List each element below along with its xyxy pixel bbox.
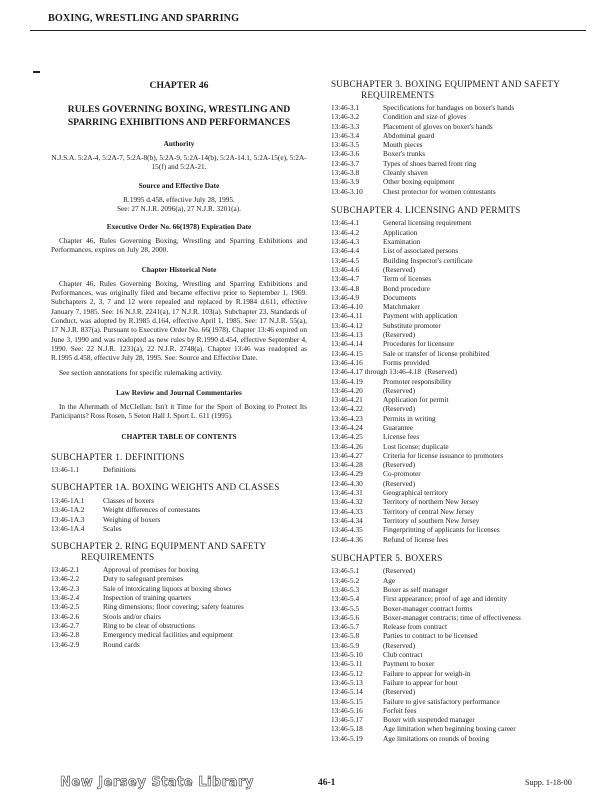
section-title: Age xyxy=(383,575,396,585)
toc-entry xyxy=(51,505,307,514)
section-number: 13:46-4.27 xyxy=(331,450,363,460)
section-number: 13:46-3.6 xyxy=(331,149,360,159)
section-title: Chest protector for women contestants xyxy=(383,186,496,196)
toc-entry xyxy=(331,237,589,246)
source-line: R.1995 d.458, effective July 28, 1995. xyxy=(123,194,235,204)
toc-entry xyxy=(331,604,589,613)
section-number: 13:46-3.9 xyxy=(331,177,360,187)
right-column xyxy=(331,79,589,743)
toc-entry xyxy=(331,613,589,622)
subchapter-1-list xyxy=(51,465,307,474)
subchapter-2-title-line1: SUBCHAPTER 2. RING EQUIPMENT AND SAFETY xyxy=(51,541,267,552)
toc-entry xyxy=(331,414,589,423)
section-title: Substitute promoter xyxy=(383,320,441,330)
toc-entry xyxy=(331,423,589,432)
section-title: Refund of license fees xyxy=(383,534,449,544)
section-number: 13:46-1.1 xyxy=(51,465,80,475)
historical-note-text: Chapter 46, Rules Governing Boxing, Wrestling and Sparring Exhibitions and Performances, was originally filed and became effective prior to September 1, 1969. Subchapters 2, 3, 7 and 12 were repealed and replaced by R.1984 d.611, effective January 7, 1985. See: 16 N.J.R. 2241(a), 17 N.J.R. 103(a). Subchapter 23, Standards of Conduct, was adopted by R.1985 d.164, effective April 1, 1985. See: 17 N.J.R. 55(a), 17 N.J.R. 837(a). Pursuant to Executive Order No. 66(1978), Chapter 13:46 expired on June 3, 1990 and was readopted as new rules by R.1990 d.454, effective September 4, 1990. See: 22 N.J.R. 1231(a), 22 N.J.R. 2748(a). Chapter 13:46 was readopted as R.1995 d.458, effective July 28, 1995. See: Source and Effective Date. xyxy=(51,278,307,363)
section-number: 13:46-4.33 xyxy=(331,506,363,516)
section-number: 13:46-4.4 xyxy=(331,246,360,256)
section-title: Boxer's trunks xyxy=(383,149,426,159)
section-title: Boxer as self manager xyxy=(383,584,449,594)
subchapter-5-list xyxy=(331,566,589,743)
section-title: Territory of central New Jersey xyxy=(383,506,475,516)
toc-entry xyxy=(51,524,307,533)
section-title: Co-promoter xyxy=(383,469,421,479)
section-number: 13:46-1A.2 xyxy=(51,505,85,515)
section-number: 13:46-1A.4 xyxy=(51,523,85,533)
subchapter-3-title xyxy=(331,79,589,100)
section-number: 13:46-4.24 xyxy=(331,423,363,432)
section-number: 13:46-5.11 xyxy=(331,659,363,669)
section-number: 13:46-4.21 xyxy=(331,395,363,405)
toc-entry xyxy=(331,442,589,451)
section-number: 13:46-4.12 xyxy=(331,320,363,330)
subchapter-4-list xyxy=(331,218,589,543)
section-title: Emergency medical facilities and equipment xyxy=(103,630,233,640)
section-title: Inspection of training quarters xyxy=(103,593,192,603)
section-title: Release from contract xyxy=(383,622,448,632)
toc-entry xyxy=(331,641,589,650)
section-title: Failure to appear for bout xyxy=(383,677,458,687)
section-title: Weighing of boxers xyxy=(103,514,161,524)
section-title: Failure to give satisfactory performance xyxy=(383,696,500,706)
authority-heading: Authority xyxy=(163,139,195,148)
toc-entry xyxy=(331,159,589,168)
section-title: Boxer-manager contracts; time of effectiveness xyxy=(383,612,521,622)
section-title: Ring to be clear of obstructions xyxy=(103,620,195,630)
toc-entry xyxy=(331,576,589,585)
section-number: 13:46-5.3 xyxy=(331,584,360,594)
section-title: Round cards xyxy=(103,639,140,649)
header-rule xyxy=(30,30,586,31)
section-title: Boxer with suspended manager xyxy=(383,715,475,725)
toc-entry xyxy=(331,566,589,575)
section-title: Term of licenses xyxy=(383,274,432,284)
section-title: Territory of northern New Jersey xyxy=(383,497,479,507)
toc-entry xyxy=(331,149,589,158)
section-title: Approval of premises for boxing xyxy=(103,565,199,575)
section-number: 13:46-4.35 xyxy=(331,525,363,535)
section-title: Territory of southern New Jersey xyxy=(383,515,480,525)
section-number: 13:46-3.5 xyxy=(331,140,360,150)
section-number: 13:46-5.12 xyxy=(331,668,363,678)
section-number: 13:46-4.8 xyxy=(331,283,360,293)
toc-entry xyxy=(331,678,589,687)
section-title: List of associated persons xyxy=(383,246,459,256)
toc-entry xyxy=(331,516,589,525)
toc-entry xyxy=(331,631,589,640)
section-number: 13:46-2.6 xyxy=(51,611,80,621)
section-number: 13:46-4.11 xyxy=(331,311,363,321)
section-title: Payment with application xyxy=(383,311,458,321)
toc-entry xyxy=(331,525,589,534)
subchapter-5-title: SUBCHAPTER 5. BOXERS xyxy=(331,552,443,563)
section-title: Lost license; duplicate xyxy=(383,441,449,451)
toc-entry xyxy=(331,274,589,283)
subchapter-2-list xyxy=(51,565,307,649)
section-title: Duty to safeguard premises xyxy=(103,574,184,584)
section-title: (Reserved) xyxy=(383,385,416,395)
toc-entry xyxy=(331,386,589,395)
section-number: 13:46-4.22 xyxy=(331,404,363,414)
toc-entry xyxy=(331,168,589,177)
section-title: Geographical territory xyxy=(383,488,449,498)
section-title: (Reserved) xyxy=(383,404,416,414)
toc-entry xyxy=(51,630,307,639)
section-title: (Reserved) xyxy=(383,687,416,697)
toc-entry xyxy=(331,177,589,186)
section-title: Building Inspector's certificate xyxy=(383,255,473,265)
toc-entry xyxy=(331,697,589,706)
section-title: License fees xyxy=(383,432,420,442)
toc-entry xyxy=(51,584,307,593)
subchapter-2-title xyxy=(51,541,307,562)
section-title: Procedures for licensure xyxy=(383,339,454,349)
subchapter-1-title: SUBCHAPTER 1. DEFINITIONS xyxy=(51,451,185,462)
toc-entry xyxy=(331,246,589,255)
section-number: 13:46-5.7 xyxy=(331,622,360,632)
toc-entry xyxy=(331,349,589,358)
section-number: 13:46-5.14 xyxy=(331,687,363,697)
section-title: (Reserved) xyxy=(383,460,416,470)
toc-entry xyxy=(331,585,589,594)
toc-entry xyxy=(51,574,307,583)
toc-entry xyxy=(51,593,307,602)
section-title: Examination xyxy=(383,237,421,247)
section-number: 13:46-4.20 xyxy=(331,385,363,395)
section-title: (Reserved) xyxy=(425,367,458,377)
section-number: 13:46-5.4 xyxy=(331,594,360,604)
section-number: 13:46-4.1 xyxy=(331,218,360,228)
section-number: 13:46-4.6 xyxy=(331,264,360,274)
toc-entry xyxy=(331,218,589,227)
section-number: 13:46-4.13 xyxy=(331,330,363,340)
left-column xyxy=(51,80,307,649)
toc-entry xyxy=(51,465,307,474)
section-number: 13:46-4.23 xyxy=(331,413,363,423)
section-title: Promoter responsibility xyxy=(383,376,452,386)
historical-note-heading: Chapter Historical Note xyxy=(141,264,217,274)
margin-mark xyxy=(33,71,40,73)
section-title: Bond procedure xyxy=(383,283,430,293)
section-title: Mouth pieces xyxy=(383,140,423,150)
section-number: 13:46-2.1 xyxy=(51,565,80,575)
toc-entry xyxy=(331,302,589,311)
section-title: (Reserved) xyxy=(383,330,416,340)
section-number: 13:46-2.3 xyxy=(51,583,80,593)
toc-entry xyxy=(331,187,589,196)
source-line: See: 27 N.J.R. 2096(a), 27 N.J.R. 3201(a). xyxy=(116,203,242,213)
toc-entry xyxy=(331,460,589,469)
toc-entry xyxy=(331,488,589,497)
section-number: 13:46-3.4 xyxy=(331,130,360,140)
toc-heading: CHAPTER TABLE OF CONTENTS xyxy=(121,432,237,442)
toc-entry xyxy=(331,131,589,140)
section-number: 13:46-2.8 xyxy=(51,630,80,640)
toc-entry xyxy=(331,706,589,715)
toc-entry xyxy=(331,535,589,544)
section-title: Cleanly shaven xyxy=(383,168,428,178)
section-number: 13:46-5.18 xyxy=(331,724,363,734)
section-number: 13:46-4.26 xyxy=(331,441,363,451)
section-title: Criteria for license issuance to promoters xyxy=(383,450,504,460)
section-number: 13:46-3.8 xyxy=(331,168,360,178)
section-number: 13:46-4.10 xyxy=(331,302,363,312)
section-number: 13:46-2.4 xyxy=(51,593,80,603)
section-number: 13:46-4.32 xyxy=(331,497,363,507)
section-title: Types of shoes barred from ring xyxy=(383,158,477,168)
toc-entry xyxy=(51,640,307,649)
law-review-text: In the Aftermath of McClellan: Isn't it Time for the Sport of Boxing to Protect Its Participants? Ross Rosen, 5 Seton Hall J. Sport L. 611 (1995). xyxy=(51,401,307,421)
section-number: 13:46-4.15 xyxy=(331,348,363,358)
toc-entry xyxy=(331,715,589,724)
section-number: 13:46-5.17 xyxy=(331,715,363,725)
section-number: 13:46-1A.3 xyxy=(51,514,85,524)
toc-entry xyxy=(331,103,589,112)
section-title: (Reserved) xyxy=(383,264,416,274)
section-title: (Reserved) xyxy=(383,640,416,650)
toc-entry xyxy=(331,140,589,149)
section-title: Classes of boxers xyxy=(103,495,155,505)
section-number: 13:46-3.7 xyxy=(331,158,360,168)
section-title: Scales xyxy=(103,523,122,533)
toc-entry xyxy=(331,404,589,413)
toc-entry xyxy=(51,621,307,630)
toc-entry xyxy=(51,612,307,621)
section-number: 13:46-1A.1 xyxy=(51,495,85,505)
authority-text: N.J.S.A. 5:2A-4, 5:2A-7, 5:2A-8(b), 5:2A-9, 5:2A-14(b), 5:2A-14.1, 5:2A-15(e), 5:2A-15(f) and 5:2A-21. xyxy=(51,153,307,172)
subchapter-4-title: SUBCHAPTER 4. LICENSING AND PERMITS xyxy=(331,204,521,215)
section-number: 13:46-4.30 xyxy=(331,478,363,488)
section-title: Boxer-manager contract forms xyxy=(383,603,473,613)
section-number: 13:46-5.2 xyxy=(331,575,360,585)
section-number: 13:46-4.14 xyxy=(331,339,363,349)
toc-entry xyxy=(331,669,589,678)
source-text xyxy=(51,195,307,214)
toc-entry xyxy=(331,311,589,320)
toc-entry xyxy=(331,112,589,121)
section-number: 13:46-4.36 xyxy=(331,534,363,544)
toc-entry xyxy=(331,265,589,274)
section-title: Matchmaker xyxy=(383,302,420,312)
toc-entry xyxy=(331,330,589,339)
toc-entry xyxy=(331,594,589,603)
section-number: 13:46-4.17 through 13:46-4.18 xyxy=(331,367,421,377)
section-title: Age limitations on rounds of boxing xyxy=(383,733,490,743)
section-number: 13:46-4.34 xyxy=(331,515,363,525)
section-number: 13:46-2.9 xyxy=(51,639,80,649)
section-number: 13:46-4.7 xyxy=(331,274,360,284)
toc-entry xyxy=(331,724,589,733)
toc-entry xyxy=(331,479,589,488)
section-title: Forms provided xyxy=(383,357,430,367)
page-number: 46-1 xyxy=(318,778,336,788)
section-title: Parties to contract to be licensed xyxy=(383,631,478,641)
law-review-heading: Law Review and Journal Commentaries xyxy=(116,387,242,397)
section-number: 13:46-3.1 xyxy=(331,103,360,112)
toc-entry xyxy=(331,432,589,441)
toc-entry xyxy=(331,650,589,659)
section-number: 13:46-3.10 xyxy=(331,186,363,196)
section-number: 13:46-4.5 xyxy=(331,255,360,265)
section-title: Application xyxy=(383,227,418,237)
chapter-title: RULES GOVERNING BOXING, WRESTLING AND SPARRING EXHIBITIONS AND PERFORMANCES xyxy=(67,104,291,128)
toc-entry xyxy=(331,734,589,743)
section-title: Condition and size of gloves xyxy=(383,112,467,122)
section-number: 13:46-5.15 xyxy=(331,696,363,706)
section-number: 13:46-5.13 xyxy=(331,677,363,687)
section-title: Failure to appear for weigh-in xyxy=(383,668,471,678)
section-number: 13:46-4.28 xyxy=(331,460,363,470)
subchapter-1a-title: SUBCHAPTER 1A. BOXING WEIGHTS AND CLASSES xyxy=(51,482,280,493)
toc-entry xyxy=(51,496,307,505)
section-number: 13:46-4.25 xyxy=(331,432,363,442)
toc-entry xyxy=(331,469,589,478)
toc-entry xyxy=(331,339,589,348)
section-number: 13:46-5.6 xyxy=(331,612,360,622)
toc-entry xyxy=(51,602,307,611)
toc-entry xyxy=(331,321,589,330)
subchapter-1a-list xyxy=(51,496,307,533)
toc-entry xyxy=(331,395,589,404)
toc-entry xyxy=(331,284,589,293)
toc-entry xyxy=(331,358,589,367)
supplement-date: Supp. 1-18-00 xyxy=(525,778,572,787)
section-title: First appearance; proof of age and identity xyxy=(383,594,508,604)
library-stamp: New Jersey State Library xyxy=(60,775,254,790)
section-number: 13:46-4.19 xyxy=(331,376,363,386)
toc-entry xyxy=(331,228,589,237)
section-number: 13:46-4.16 xyxy=(331,357,363,367)
section-number: 13:46-5.10 xyxy=(331,650,363,660)
section-title: Documents xyxy=(383,292,417,302)
source-heading: Source and Effective Date xyxy=(138,180,220,190)
toc-entry xyxy=(331,256,589,265)
section-title: Ring dimensions; floor covering; safety features xyxy=(103,602,244,612)
section-title: Weight differences of contestants xyxy=(103,505,201,515)
section-title: Abdominal guard xyxy=(383,130,435,140)
chapter-number: CHAPTER 46 xyxy=(149,80,209,91)
section-title: Payment to boxer xyxy=(383,659,435,669)
running-head: BOXING, WRESTLING AND SPARRING xyxy=(48,13,240,24)
subchapter-3-title-line2: REQUIREMENTS xyxy=(361,89,435,100)
historical-note-annotation: See section annotations for specific rulemaking activity. xyxy=(59,368,223,378)
toc-entry xyxy=(331,687,589,696)
section-title: Other boxing equipment xyxy=(383,177,455,187)
toc-entry xyxy=(331,122,589,131)
section-title: General licensing requirement xyxy=(383,218,472,228)
section-title: Forfeit fees xyxy=(383,705,417,715)
section-title: (Reserved) xyxy=(383,566,416,576)
section-number: 13:46-2.2 xyxy=(51,574,80,584)
toc-entry xyxy=(331,497,589,506)
section-number: 13:46-4.9 xyxy=(331,292,360,302)
executive-order-text: Chapter 46, Rules Governing Boxing, Wrestling and Sparring Exhibitions and Performances, expires on July 28, 2000. xyxy=(51,236,307,255)
toc-entry xyxy=(331,377,589,386)
section-number: 13:46-4.31 xyxy=(331,488,363,498)
section-title: Placement of gloves on boxer's hands xyxy=(383,121,493,131)
section-title: (Reserved) xyxy=(383,478,416,488)
toc-entry xyxy=(331,451,589,460)
section-number: 13:46-5.1 xyxy=(331,566,360,576)
section-number: 13:46-2.7 xyxy=(51,620,80,630)
section-title: Permits in writing xyxy=(383,413,436,423)
section-title: Sale or transfer of license prohibited xyxy=(383,348,490,358)
section-number: 13:46-2.5 xyxy=(51,602,80,612)
toc-entry xyxy=(331,622,589,631)
section-number: 13:46-5.9 xyxy=(331,640,360,650)
section-number: 13:46-5.8 xyxy=(331,631,360,641)
section-title: Age limitation when beginning boxing career xyxy=(383,724,516,734)
section-number: 13:46-3.3 xyxy=(331,121,360,131)
section-title: Stools and/or chairs xyxy=(103,611,161,621)
subchapter-2-title-line2: REQUIREMENTS xyxy=(81,551,155,562)
toc-entry xyxy=(331,367,589,376)
section-number: 13:46-5.5 xyxy=(331,603,360,613)
section-number: 13:46-3.2 xyxy=(331,112,360,122)
section-title: Specifications for bandages on boxer's hands xyxy=(383,103,515,112)
section-number: 13:46-4.29 xyxy=(331,469,363,479)
section-title: Fingerprinting of applicants for licenses xyxy=(383,525,500,535)
toc-entry xyxy=(331,507,589,516)
subchapter-3-list xyxy=(331,103,589,196)
toc-entry xyxy=(51,565,307,574)
toc-entry xyxy=(51,515,307,524)
subchapter-3-title-line1: SUBCHAPTER 3. BOXING EQUIPMENT AND SAFETY xyxy=(331,79,561,89)
toc-entry xyxy=(331,659,589,668)
section-title: Definitions xyxy=(103,465,136,475)
section-title: Guarantee xyxy=(383,423,413,432)
section-number: 13:46-5.16 xyxy=(331,705,363,715)
section-title: Sale of intoxicating liquors at boxing shows xyxy=(103,583,232,593)
executive-order-heading: Executive Order No. 66(1978) Expiration Date xyxy=(106,222,252,232)
section-title: Application for permit xyxy=(383,395,449,405)
section-number: 13:46-5.19 xyxy=(331,733,363,743)
toc-entry xyxy=(331,293,589,302)
section-number: 13:46-4.2 xyxy=(331,227,360,237)
section-title: Club contract xyxy=(383,650,423,660)
section-number: 13:46-4.3 xyxy=(331,237,360,247)
